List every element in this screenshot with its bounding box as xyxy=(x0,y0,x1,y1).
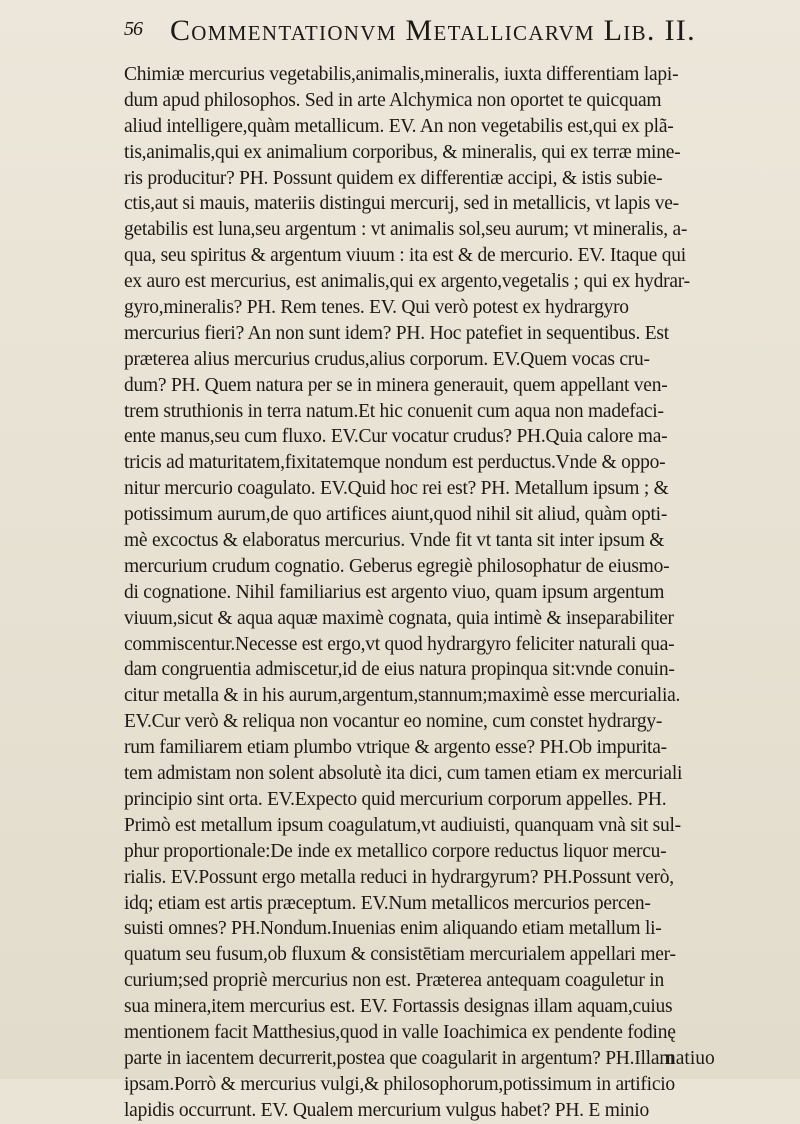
page-number: 56 xyxy=(124,18,142,40)
running-head xyxy=(124,14,724,54)
text-line: lapidis occurrunt. EV. Qualem mercurium vulgus habet? PH. E minio xyxy=(124,1099,649,1121)
text-line: commiscentur.Necesse est ergo,vt quod hydrargyro feliciter naturali qua- xyxy=(124,633,675,655)
text-line: viuum,sicut & aqua aquæ maximè cognata, quia intimè & inseparabiliter xyxy=(124,607,674,629)
text-line: phur proportionale:De inde ex metallico corpore reductus liquor mercu- xyxy=(124,840,667,862)
text-line: quatum seu fusum,ob fluxum & consistētiam mercurialem appellari mer- xyxy=(124,944,676,966)
text-line: citur metalla & in his aurum,argentum,stannum;maximè esse mercurialia. xyxy=(124,685,681,707)
text-line: ex auro est mercurius, est animalis,qui ex argento,vegetalis ; qui ex hydrar- xyxy=(124,271,690,293)
text-line: nitur mercurio coagulato. EV.Quid hoc rei est? PH. Metallum ipsum ; & xyxy=(124,478,669,500)
text-line: trem struthionis in terra natum.Et hic conuenit cum aqua non madefaci- xyxy=(124,400,664,422)
text-line: tem admistam non solent absolutè ita dici, cum tamen etiam ex mercuriali xyxy=(124,763,683,785)
text-line: Primò est metallum ipsum coagulatum,vt audiuisti, quanquam vnà sit sul- xyxy=(124,814,681,836)
text-line: tricis ad maturitatem,fixitatemque nondum est perductus.Vnde & oppo- xyxy=(124,452,666,474)
text-line: qua, seu spiritus & argentum viuum : ita est & de mercurio. EV. Itaque qui xyxy=(124,245,686,267)
text-line: tis,animalis,qui ex animalium corporibus, & mineralis, qui ex terræ mine- xyxy=(124,141,681,163)
text-line: ipsam.Porrò & mercurius vulgi,& philosophorum,potissimum in artificio xyxy=(124,1073,675,1095)
text-line: suisti omnes? PH.Nondum.Inuenias enim aliquando etiam metallum li- xyxy=(124,918,662,940)
text-line: dum? PH. Quem natura per se in minera generauit, quem appellant ven- xyxy=(124,374,668,396)
text-line: gyro,mineralis? PH. Rem tenes. EV. Qui verò potest ex hydrargyro xyxy=(124,297,629,319)
text-line: potissimum aurum,de quo artifices aiunt,quod nihil sit aliud, quàm opti- xyxy=(124,504,668,526)
text-line: parte in iacentem decurrerit,postea que coagularit in argentum? PH.Illam xyxy=(124,1047,675,1069)
text-line: mercurius fieri? An non sunt idem? PH. Hoc patefiet in sequentibus. Est xyxy=(124,322,669,344)
text-line: ente manus,seu cum fluxo. EV.Cur vocatur crudus? PH.Quia calore ma- xyxy=(124,426,668,448)
text-line: præterea alius mercurius crudus,alius corporum. EV.Quem vocas cru- xyxy=(124,348,650,370)
text-line: mercurium crudum cognatio. Geberus egregiè philosophatur de eiusmo- xyxy=(124,555,670,577)
text-line: sua minera,item mercurius est. EV. Fortassis designas illam aquam,cuius xyxy=(124,996,673,1018)
text-line: ctis,aut si mauis, materiis distingui mercurij, sed in metallicis, vt lapis ve- xyxy=(124,193,679,215)
text-line: idq; etiam est artis præceptum. EV.Num metallicos mercurios percen- xyxy=(124,892,651,914)
text-line: curium;sed propriè mercurius non est. Præterea antequam coaguletur in xyxy=(124,970,664,992)
text-line: principio sint orta. EV.Expecto quid mercurium corporum appelles. PH. xyxy=(124,788,667,810)
text-line: di cognatione. Nihil familiarius est argento viuo, quam ipsum argentum xyxy=(124,581,665,603)
text-line: dum apud philosophos. Sed in arte Alchymica non oportet te quicquam xyxy=(124,89,662,111)
text-line: getabilis est luna,seu argentum : vt animalis sol,seu aurum; vt mineralis, a- xyxy=(124,219,688,241)
text-line: ris producitur? PH. Possunt quidem ex differentiæ accipi, & istis subie- xyxy=(124,167,663,189)
text-line: EV.Cur verò & reliqua non vocantur eo nomine, cum constet hydrargy- xyxy=(124,711,663,733)
text-line: rum familiarem etiam plumbo vtrique & argento esse? PH.Ob impurita- xyxy=(124,737,667,759)
text-line: Chimiæ mercurius vegetabilis,animalis,mineralis, iuxta differentiam lapi- xyxy=(124,64,679,85)
text-line: aliud intelligere,quàm metallicum. EV. An non vegetabilis est,qui ex plã- xyxy=(124,115,674,137)
running-title: Commentationvm Metallicarvm Lib. II. xyxy=(170,14,696,47)
text-line: mentionem facit Matthesius,quod in valle Ioachimica ex pendente fodinę xyxy=(124,1021,676,1043)
text-line: rialis. EV.Possunt ergo metalla reduci in hydrargyrum? PH.Possunt verò, xyxy=(124,866,674,888)
text-line: mè excoctus & elaboratus mercurius. Vnde fit vt tanta sit inter ipsum & xyxy=(124,530,665,552)
body-text xyxy=(124,62,724,1124)
text-line: dam congruentia admiscetur,id de eius natura propinqua sit:vnde conuin- xyxy=(124,659,675,681)
catchword: natiuo xyxy=(666,1048,715,1069)
